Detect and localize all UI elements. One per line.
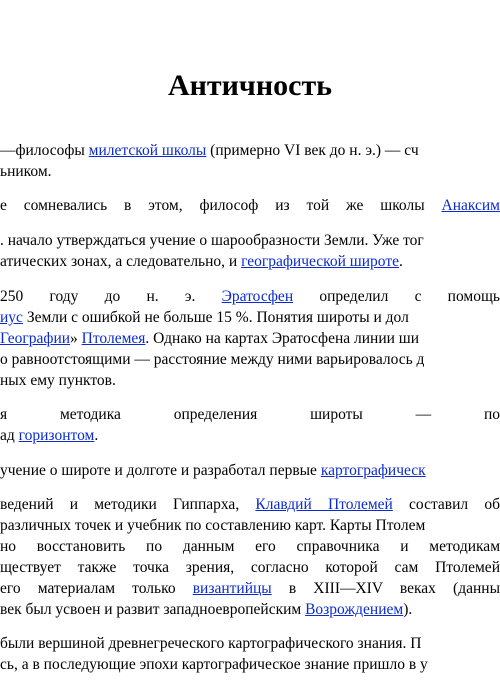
article-body [0, 140, 500, 675]
text-line: различных точек и учебник по составлению карт. Карты Птолем [0, 517, 426, 534]
text-line: были вершиной древнегреческого картографического знания. П [0, 635, 422, 652]
link-geographic-latitude[interactable]: географической широте [241, 253, 399, 270]
text-line: я методика определения широты — по [0, 406, 500, 423]
text-line: век был усвоен и развит западноевропейским Возрождением). [0, 601, 413, 618]
text-line: 250 году до н. э. Эратосфен определил с помощь [0, 288, 500, 305]
text-line: е сомневались в этом, философ из той же школы Анаксим [0, 197, 500, 214]
link-geography[interactable]: Географии [0, 330, 71, 347]
paragraph [0, 140, 500, 182]
text-line: но восстановить по данным его справочника и методикам [0, 538, 500, 555]
link-cartographic[interactable]: картографическ [320, 462, 426, 479]
text-line: ведений и методики Гиппарха, Клавдий Птолемей составил об [0, 496, 500, 513]
paragraph [0, 633, 500, 675]
text-line: сь, а в последующие эпохи картографическое знание пришло в у [0, 656, 428, 673]
paragraph [0, 195, 500, 216]
link-miletus-school[interactable]: милетской школы [88, 142, 207, 159]
paragraph [0, 230, 500, 272]
link-horizon[interactable]: горизонтом [18, 427, 95, 444]
link-ptolemy[interactable]: Птолемея [81, 330, 146, 347]
text-line: учение о широте и долготе и разработал первые картографическ [0, 462, 426, 479]
text-line: его материалам только византийцы в XIII—XIV веках (данны [0, 580, 500, 597]
text-line: иус Земли с ошибкой не больше 15 %. Понятия широты и дол [0, 309, 409, 326]
paragraph [0, 494, 500, 620]
page-title: Античность [167, 69, 333, 103]
paragraph [0, 286, 500, 391]
link-anaximander[interactable]: Анаксим [441, 197, 500, 214]
link-byzantines[interactable]: византийцы [192, 580, 272, 597]
text-line: о равноотстоящими — расстояние между ними варьировалось д [0, 351, 425, 368]
link-renaissance[interactable]: Возрождением [305, 601, 404, 618]
text-line: ществует также точка зрения, согласно которой сам Птолемей [0, 559, 500, 576]
link-radius[interactable]: иус [0, 309, 23, 326]
text-line: ад горизонтом. [0, 427, 99, 444]
text-line: . начало утверждаться учение о шарообразности Земли. Уже тог [0, 232, 424, 249]
paragraph [0, 460, 500, 481]
text-line: атических зонах, а следовательно, и географической широте. [0, 253, 403, 270]
text-line: —философы милетской школы (примерно VI век до н. э.) — сч [0, 142, 419, 159]
paragraph [0, 404, 500, 446]
link-claudius-ptolemy[interactable]: Клавдий Птолемей [255, 496, 393, 513]
link-eratosthenes[interactable]: Эратосфен [221, 288, 294, 305]
text-line: ьником. [0, 163, 52, 180]
text-line: ных ему пунктов. [0, 372, 116, 389]
text-line: Географии» Птолемея. Однако на картах Эратосфена линии ши [0, 330, 420, 347]
